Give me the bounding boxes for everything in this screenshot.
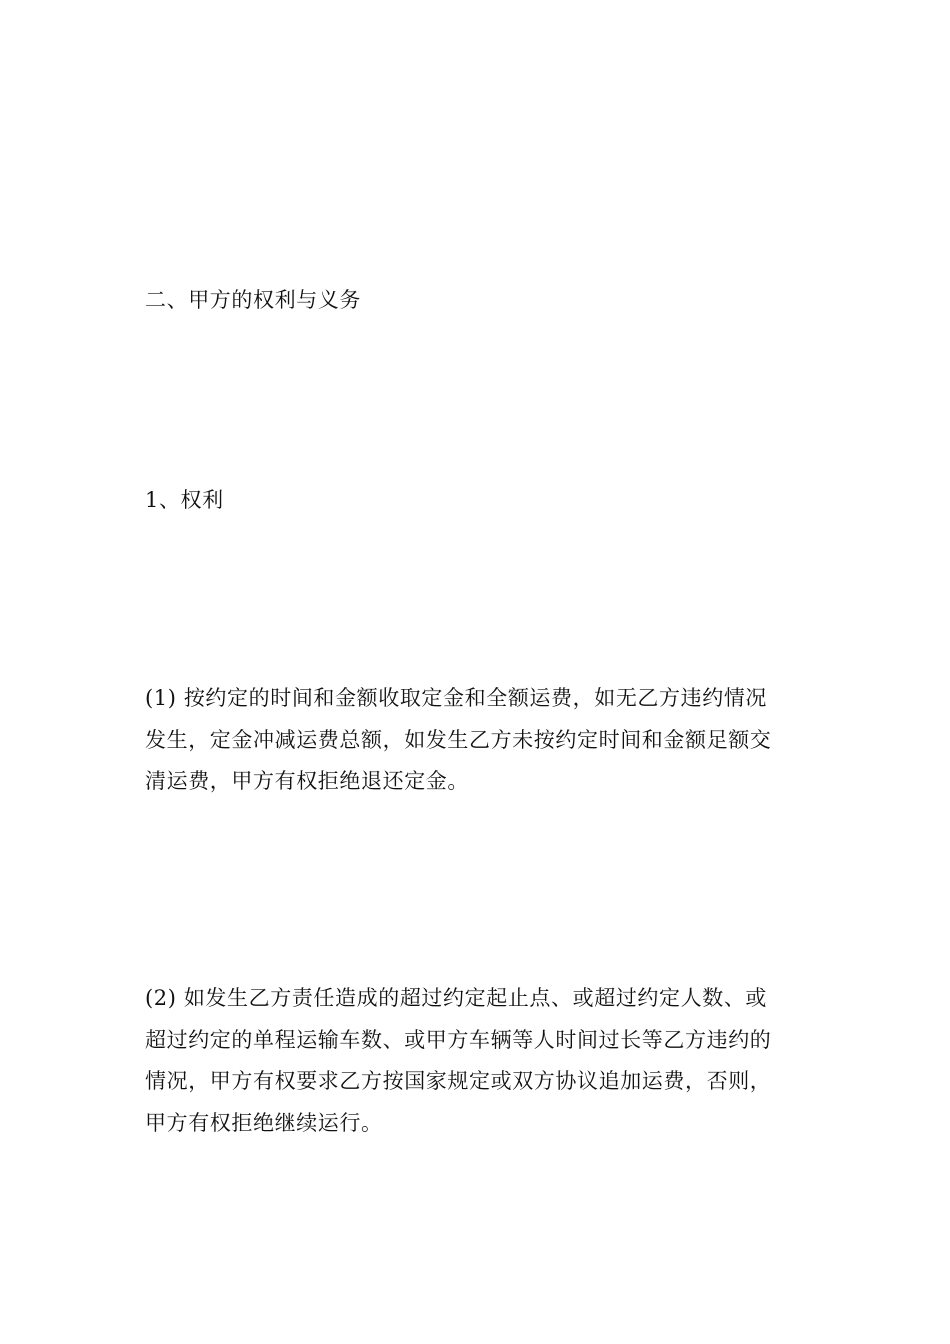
paragraph-line: 发生，定金冲减运费总额，如发生乙方未按约定时间和金额足额交 [145,727,772,752]
paragraph-line: 超过约定的单程运输车数、或甲方车辆等人时间过长等乙方违约的 [145,1027,772,1052]
subsection-heading: 1、权利 [145,488,224,512]
section-heading: 二、甲方的权利与义务 [145,288,361,312]
paragraph-line: 清运费，甲方有权拒绝退还定金。 [145,769,469,793]
paragraph-line: 情况，甲方有权要求乙方按国家规定或双方协议追加运费，否则， [145,1069,772,1093]
paragraph-1 [145,678,810,803]
paragraph-line: (1) 按约定的时间和金额收取定金和全额运费，如无乙方违约情况 [145,686,768,710]
paragraph-line: (2) 如发生乙方责任造成的超过约定起止点、或超过约定人数、或 [145,986,768,1010]
paragraph-2 [145,978,810,1144]
paragraph-line: 甲方有权拒绝继续运行。 [145,1110,383,1135]
